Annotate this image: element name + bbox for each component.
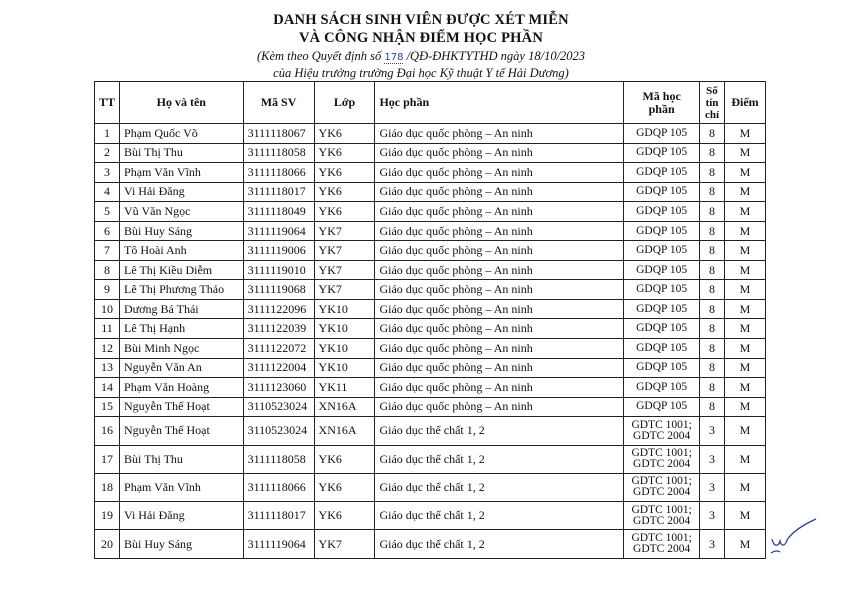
cell-course-code (624, 299, 700, 319)
student-table (94, 81, 766, 559)
cell-credits: 8 (700, 358, 725, 378)
cell-course: Giáo dục quốc phòng – An ninh (375, 221, 624, 241)
cell-course: Giáo dục quốc phòng – An ninh (375, 241, 624, 261)
cell-grade: M (724, 530, 765, 558)
cell-grade: M (724, 221, 765, 241)
cell-course: Giáo dục quốc phòng – An ninh (375, 378, 624, 398)
cell-tt: 11 (95, 319, 120, 339)
cell-course-code (624, 241, 700, 261)
cell-student-id: 3111118058 (243, 445, 314, 473)
course-code-line2: GDTC 2004 (633, 486, 691, 499)
cell-class: YK6 (314, 124, 375, 144)
table-body (95, 124, 766, 559)
cell-course-code (624, 473, 700, 501)
cell-class: YK6 (314, 473, 375, 501)
document-subtitle-line2: của Hiệu trưởng trường Đại học Kỹ thuật Y tế Hải Dương) (273, 66, 569, 80)
cell-course: Giáo dục thể chất 1, 2 (375, 530, 624, 558)
table-row (95, 397, 766, 417)
cell-student-id: 3111118067 (243, 124, 314, 144)
cell-student-id: 3111118066 (243, 163, 314, 183)
cell-class: YK7 (314, 221, 375, 241)
cell-credits: 8 (700, 299, 725, 319)
decision-number: 178 (384, 52, 404, 63)
cell-credits: 8 (700, 124, 725, 144)
cell-tt: 13 (95, 358, 120, 378)
cell-grade: M (724, 397, 765, 417)
header-credits: Số tín chỉ (700, 82, 725, 124)
cell-tt: 10 (95, 299, 120, 319)
cell-name: Tô Hoài Anh (120, 241, 244, 261)
cell-tt: 3 (95, 163, 120, 183)
cell-credits: 3 (700, 473, 725, 501)
subtitle-prefix: (Kèm theo Quyết định số (256, 49, 385, 63)
cell-grade: M (724, 473, 765, 501)
course-code-line1: GDQP 105 (636, 204, 688, 217)
cell-tt: 14 (95, 378, 120, 398)
cell-class: XN16A (314, 417, 375, 445)
cell-name: Vi Hải Đăng (120, 502, 244, 530)
cell-tt: 4 (95, 182, 120, 202)
cell-course: Giáo dục quốc phòng – An ninh (375, 299, 624, 319)
course-code-line1: GDQP 105 (636, 263, 688, 276)
table-row (95, 299, 766, 319)
cell-student-id: 3111122004 (243, 358, 314, 378)
cell-course: Giáo dục quốc phòng – An ninh (375, 397, 624, 417)
cell-name: Dương Bá Thái (120, 299, 244, 319)
cell-course: Giáo dục thể chất 1, 2 (375, 502, 624, 530)
cell-course-code (624, 339, 700, 359)
cell-tt: 5 (95, 202, 120, 222)
course-code-line1: GDTC 1001; (631, 447, 692, 460)
cell-credits: 8 (700, 319, 725, 339)
cell-class: YK6 (314, 202, 375, 222)
cell-student-id: 3111119064 (243, 221, 314, 241)
cell-course: Giáo dục thể chất 1, 2 (375, 473, 624, 501)
course-code-line1: GDQP 105 (636, 126, 688, 139)
course-code-line2: GDTC 2004 (633, 543, 691, 556)
header-course: Học phần (375, 82, 624, 124)
cell-grade: M (724, 445, 765, 473)
cell-tt: 9 (95, 280, 120, 300)
course-code-line2: GDTC 2004 (633, 458, 691, 471)
table-row (95, 260, 766, 280)
cell-credits: 8 (700, 397, 725, 417)
cell-credits: 3 (700, 530, 725, 558)
cell-student-id: 3111123060 (243, 378, 314, 398)
cell-student-id: 3111119064 (243, 530, 314, 558)
course-code-line1: GDQP 105 (636, 185, 688, 198)
course-code-line1: GDQP 105 (636, 244, 688, 257)
header-student-id: Mã SV (243, 82, 314, 124)
header-tt: TT (95, 82, 120, 124)
cell-grade: M (724, 241, 765, 261)
table-row (95, 339, 766, 359)
cell-tt: 16 (95, 417, 120, 445)
cell-course-code (624, 124, 700, 144)
cell-course: Giáo dục quốc phòng – An ninh (375, 143, 624, 163)
cell-credits: 3 (700, 502, 725, 530)
cell-name: Bùi Minh Ngọc (120, 339, 244, 359)
cell-credits: 8 (700, 143, 725, 163)
cell-course-code (624, 445, 700, 473)
cell-class: YK6 (314, 502, 375, 530)
table-row (95, 124, 766, 144)
table-row (95, 445, 766, 473)
cell-tt: 6 (95, 221, 120, 241)
cell-course-code (624, 260, 700, 280)
cell-name: Phạm Văn Vĩnh (120, 473, 244, 501)
cell-class: YK10 (314, 319, 375, 339)
cell-course: Giáo dục quốc phòng – An ninh (375, 339, 624, 359)
cell-student-id: 3111119068 (243, 280, 314, 300)
cell-student-id: 3110523024 (243, 417, 314, 445)
table-row (95, 358, 766, 378)
course-code-line1: GDTC 1001; (631, 532, 692, 545)
cell-course: Giáo dục quốc phòng – An ninh (375, 260, 624, 280)
signature-initials-icon (768, 517, 824, 557)
table-row (95, 202, 766, 222)
cell-credits: 8 (700, 339, 725, 359)
course-code-line1: GDQP 105 (636, 302, 688, 315)
cell-grade: M (724, 378, 765, 398)
cell-course-code (624, 397, 700, 417)
table-row (95, 163, 766, 183)
course-code-line1: GDQP 105 (636, 341, 688, 354)
cell-course-code (624, 378, 700, 398)
course-code-line2: GDTC 2004 (633, 514, 691, 527)
cell-course-code (624, 143, 700, 163)
cell-course-code (624, 163, 700, 183)
cell-course-code (624, 280, 700, 300)
cell-grade: M (724, 143, 765, 163)
cell-tt: 19 (95, 502, 120, 530)
cell-class: YK6 (314, 182, 375, 202)
cell-course-code (624, 319, 700, 339)
cell-name: Bùi Thị Thu (120, 445, 244, 473)
course-code-line1: GDQP 105 (636, 361, 688, 374)
header-course-code: Mã học phần (624, 82, 700, 124)
cell-student-id: 3111119006 (243, 241, 314, 261)
cell-credits: 3 (700, 445, 725, 473)
cell-course: Giáo dục thể chất 1, 2 (375, 417, 624, 445)
subtitle-suffix: /QĐ-ĐHKTYTHD ngày 18/10/2023 (403, 49, 586, 63)
cell-class: YK7 (314, 280, 375, 300)
table-header-row (95, 82, 766, 124)
cell-student-id: 3111118017 (243, 502, 314, 530)
cell-class: XN16A (314, 397, 375, 417)
table-row (95, 473, 766, 501)
cell-course: Giáo dục quốc phòng – An ninh (375, 280, 624, 300)
course-code-line1: GDQP 105 (636, 283, 688, 296)
cell-course: Giáo dục quốc phòng – An ninh (375, 182, 624, 202)
cell-class: YK10 (314, 358, 375, 378)
table-row (95, 502, 766, 530)
cell-class: YK6 (314, 445, 375, 473)
header-class: Lớp (314, 82, 375, 124)
cell-class: YK7 (314, 260, 375, 280)
table-row (95, 378, 766, 398)
cell-name: Phạm Văn Hoàng (120, 378, 244, 398)
header-name: Họ và tên (120, 82, 244, 124)
cell-grade: M (724, 163, 765, 183)
cell-grade: M (724, 202, 765, 222)
cell-class: YK10 (314, 339, 375, 359)
table-row (95, 417, 766, 445)
cell-credits: 8 (700, 202, 725, 222)
course-code-line1: GDTC 1001; (631, 475, 692, 488)
cell-credits: 8 (700, 378, 725, 398)
course-code-line1: GDQP 105 (636, 322, 688, 335)
cell-credits: 8 (700, 260, 725, 280)
cell-course: Giáo dục quốc phòng – An ninh (375, 358, 624, 378)
course-code-line2: GDTC 2004 (633, 429, 691, 442)
cell-name: Vi Hải Đăng (120, 182, 244, 202)
document-title-line1: DANH SÁCH SINH VIÊN ĐƯỢC XÉT MIỄN (273, 12, 569, 28)
cell-course-code (624, 502, 700, 530)
cell-grade: M (724, 417, 765, 445)
cell-student-id: 3111118049 (243, 202, 314, 222)
cell-grade: M (724, 280, 765, 300)
cell-grade: M (724, 260, 765, 280)
cell-name: Bùi Huy Sáng (120, 221, 244, 241)
cell-student-id: 3111122096 (243, 299, 314, 319)
cell-tt: 18 (95, 473, 120, 501)
cell-student-id: 3111119010 (243, 260, 314, 280)
cell-grade: M (724, 299, 765, 319)
cell-class: YK7 (314, 241, 375, 261)
cell-name: Nguyễn Thế Hoạt (120, 417, 244, 445)
cell-name: Lê Thị Hạnh (120, 319, 244, 339)
cell-credits: 8 (700, 221, 725, 241)
cell-credits: 3 (700, 417, 725, 445)
cell-tt: 8 (95, 260, 120, 280)
cell-grade: M (724, 339, 765, 359)
table-row (95, 319, 766, 339)
course-code-line1: GDTC 1001; (631, 418, 692, 431)
cell-tt: 17 (95, 445, 120, 473)
cell-name: Vũ Văn Ngọc (120, 202, 244, 222)
cell-course-code (624, 358, 700, 378)
cell-course: Giáo dục quốc phòng – An ninh (375, 319, 624, 339)
cell-credits: 8 (700, 182, 725, 202)
cell-credits: 8 (700, 280, 725, 300)
cell-name: Nguyễn Thế Hoạt (120, 397, 244, 417)
cell-course-code (624, 417, 700, 445)
cell-tt: 20 (95, 530, 120, 558)
cell-grade: M (724, 124, 765, 144)
cell-tt: 7 (95, 241, 120, 261)
table-row (95, 143, 766, 163)
cell-tt: 2 (95, 143, 120, 163)
cell-grade: M (724, 182, 765, 202)
cell-name: Phạm Văn Vĩnh (120, 163, 244, 183)
cell-class: YK6 (314, 143, 375, 163)
cell-class: YK10 (314, 299, 375, 319)
table-row (95, 182, 766, 202)
cell-tt: 1 (95, 124, 120, 144)
table-row (95, 530, 766, 558)
cell-course: Giáo dục quốc phòng – An ninh (375, 163, 624, 183)
cell-grade: M (724, 319, 765, 339)
course-code-line1: GDQP 105 (636, 224, 688, 237)
cell-course: Giáo dục thể chất 1, 2 (375, 445, 624, 473)
cell-course: Giáo dục quốc phòng – An ninh (375, 124, 624, 144)
course-code-line1: GDQP 105 (636, 380, 688, 393)
cell-course-code (624, 221, 700, 241)
cell-tt: 15 (95, 397, 120, 417)
cell-grade: M (724, 502, 765, 530)
cell-student-id: 3111118058 (243, 143, 314, 163)
document-title-line2: VÀ CÔNG NHẬN ĐIỂM HỌC PHẦN (298, 30, 544, 46)
cell-student-id: 3111118066 (243, 473, 314, 501)
cell-grade: M (724, 358, 765, 378)
cell-class: YK6 (314, 163, 375, 183)
cell-name: Phạm Quốc Võ (120, 124, 244, 144)
cell-student-id: 3111122039 (243, 319, 314, 339)
cell-class: YK11 (314, 378, 375, 398)
table-row (95, 241, 766, 261)
cell-credits: 8 (700, 241, 725, 261)
cell-class: YK7 (314, 530, 375, 558)
header-grade: Điểm (724, 82, 765, 124)
course-code-line1: GDTC 1001; (631, 503, 692, 516)
cell-student-id: 3111122072 (243, 339, 314, 359)
cell-name: Bùi Huy Sáng (120, 530, 244, 558)
cell-course-code (624, 202, 700, 222)
cell-course-code (624, 182, 700, 202)
course-code-line1: GDQP 105 (636, 400, 688, 413)
cell-name: Lê Thị Kiều Diễm (120, 260, 244, 280)
cell-student-id: 3110523024 (243, 397, 314, 417)
cell-name: Nguyễn Văn An (120, 358, 244, 378)
cell-student-id: 3111118017 (243, 182, 314, 202)
course-code-line1: GDQP 105 (636, 146, 688, 159)
table-row (95, 280, 766, 300)
cell-course-code (624, 530, 700, 558)
cell-tt: 12 (95, 339, 120, 359)
cell-course: Giáo dục quốc phòng – An ninh (375, 202, 624, 222)
table-row (95, 221, 766, 241)
cell-name: Bùi Thị Thu (120, 143, 244, 163)
document-subtitle-line1 (0, 49, 842, 64)
cell-name: Lê Thị Phương Thảo (120, 280, 244, 300)
course-code-line1: GDQP 105 (636, 165, 688, 178)
cell-credits: 8 (700, 163, 725, 183)
